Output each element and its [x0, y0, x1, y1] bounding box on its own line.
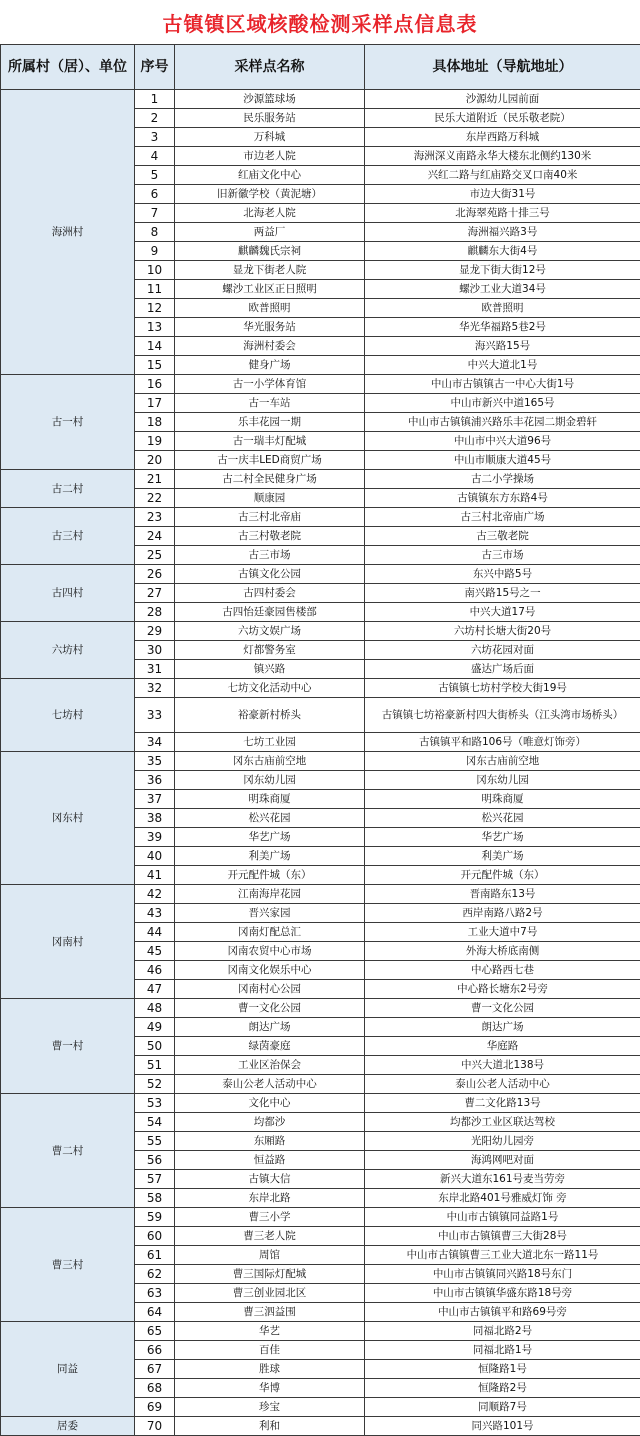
name-cell: 冈南农贸中心市场 [175, 942, 365, 961]
table-row [1, 679, 640, 698]
seq-cell: 46 [135, 961, 175, 980]
address-cell: 冈东幼儿园 [365, 771, 640, 790]
address-cell: 六坊花园对面 [365, 641, 640, 660]
name-cell: 万科城 [175, 128, 365, 147]
address-cell: 中山市古镇镇曹三工业大道北东一路11号 [365, 1246, 640, 1265]
village-cell: 古一村 [1, 375, 135, 470]
seq-cell: 18 [135, 413, 175, 432]
name-cell: 开元配件城（东） [175, 866, 365, 885]
address-cell: 新兴大道东161号麦当劳旁 [365, 1170, 640, 1189]
address-cell: 朗达广场 [365, 1018, 640, 1037]
address-cell: 华庭路 [365, 1037, 640, 1056]
address-cell: 中山市古镇镇曹三大街28号 [365, 1227, 640, 1246]
table-body [1, 90, 640, 1436]
seq-cell: 28 [135, 603, 175, 622]
address-cell: 外海大桥底南侧 [365, 942, 640, 961]
seq-cell: 45 [135, 942, 175, 961]
seq-cell: 57 [135, 1170, 175, 1189]
seq-cell: 27 [135, 584, 175, 603]
name-cell: 冈南文化娱乐中心 [175, 961, 365, 980]
name-cell: 冈南村心公园 [175, 980, 365, 999]
address-cell: 松兴花园 [365, 809, 640, 828]
village-cell: 海洲村 [1, 90, 135, 375]
village-cell: 古三村 [1, 508, 135, 565]
table-row [1, 752, 640, 771]
seq-cell: 24 [135, 527, 175, 546]
name-cell: 华艺广场 [175, 828, 365, 847]
address-cell: 晋南路东13号 [365, 885, 640, 904]
address-cell: 中心路长塘东2号旁 [365, 980, 640, 999]
name-cell: 周馆 [175, 1246, 365, 1265]
name-cell: 泰山公老人活动中心 [175, 1075, 365, 1094]
seq-cell: 33 [135, 698, 175, 733]
address-cell: 六坊村长塘大街20号 [365, 622, 640, 641]
address-cell: 古二小学操场 [365, 470, 640, 489]
seq-cell: 35 [135, 752, 175, 771]
name-cell: 北海老人院 [175, 204, 365, 223]
seq-cell: 4 [135, 147, 175, 166]
address-cell: 中山市古镇镇浦兴路乐丰花园二期金碧轩 [365, 413, 640, 432]
table-title: 古镇镇区域核酸检测采样点信息表 [0, 0, 640, 44]
seq-cell: 31 [135, 660, 175, 679]
name-cell: 曹三老人院 [175, 1227, 365, 1246]
table-row [1, 90, 640, 109]
name-cell: 曹三创业园北区 [175, 1284, 365, 1303]
address-cell: 海洲福兴路3号 [365, 223, 640, 242]
sampling-points-table [0, 44, 640, 1436]
name-cell: 镇兴路 [175, 660, 365, 679]
address-cell: 古三村北帝庙广场 [365, 508, 640, 527]
name-cell: 海洲村委会 [175, 337, 365, 356]
address-cell: 中山市古镇镇华盛东路18号旁 [365, 1284, 640, 1303]
address-cell: 中心路西七巷 [365, 961, 640, 980]
name-cell: 华博 [175, 1379, 365, 1398]
village-cell: 居委 [1, 1417, 135, 1436]
address-cell: 均都沙工业区联达驾校 [365, 1113, 640, 1132]
address-cell: 同顺路7号 [365, 1398, 640, 1417]
address-cell: 同福北路1号 [365, 1341, 640, 1360]
seq-cell: 60 [135, 1227, 175, 1246]
name-cell: 麒麟魏氏宗祠 [175, 242, 365, 261]
seq-cell: 69 [135, 1398, 175, 1417]
village-cell: 曹三村 [1, 1208, 135, 1322]
village-cell: 冈南村 [1, 885, 135, 999]
seq-cell: 70 [135, 1417, 175, 1436]
address-cell: 恒隆路1号 [365, 1360, 640, 1379]
address-cell: 中山市顺康大道45号 [365, 451, 640, 470]
address-cell: 泰山公老人活动中心 [365, 1075, 640, 1094]
name-cell: 华光服务站 [175, 318, 365, 337]
name-cell: 华艺 [175, 1322, 365, 1341]
address-cell: 光阳幼儿园旁 [365, 1132, 640, 1151]
seq-cell: 52 [135, 1075, 175, 1094]
name-cell: 裕豪新村桥头 [175, 698, 365, 733]
name-cell: 松兴花园 [175, 809, 365, 828]
address-cell: 中山市古镇镇平和路69号旁 [365, 1303, 640, 1322]
village-cell: 同益 [1, 1322, 135, 1417]
seq-cell: 65 [135, 1322, 175, 1341]
village-cell: 曹二村 [1, 1094, 135, 1208]
name-cell: 冈东古庙前空地 [175, 752, 365, 771]
name-cell: 灯都警务室 [175, 641, 365, 660]
seq-cell: 20 [135, 451, 175, 470]
address-cell: 中兴大道北1号 [365, 356, 640, 375]
name-cell: 利美广场 [175, 847, 365, 866]
seq-cell: 17 [135, 394, 175, 413]
seq-cell: 44 [135, 923, 175, 942]
name-cell: 曹一文化公园 [175, 999, 365, 1018]
seq-cell: 29 [135, 622, 175, 641]
name-cell: 民乐服务站 [175, 109, 365, 128]
name-cell: 珍宝 [175, 1398, 365, 1417]
address-cell: 螺沙工业大道34号 [365, 280, 640, 299]
name-cell: 文化中心 [175, 1094, 365, 1113]
seq-cell: 64 [135, 1303, 175, 1322]
address-cell: 同兴路101号 [365, 1417, 640, 1436]
seq-cell: 12 [135, 299, 175, 318]
name-cell: 乐丰花园一期 [175, 413, 365, 432]
seq-cell: 39 [135, 828, 175, 847]
seq-cell: 25 [135, 546, 175, 565]
address-cell: 古镇镇东方东路4号 [365, 489, 640, 508]
address-cell: 古镇镇七坊裕豪新村四大街桥头（江头湾市场桥头） [365, 698, 640, 733]
seq-cell: 62 [135, 1265, 175, 1284]
seq-cell: 61 [135, 1246, 175, 1265]
seq-cell: 43 [135, 904, 175, 923]
village-cell: 冈东村 [1, 752, 135, 885]
address-cell: 南兴路15号之一 [365, 584, 640, 603]
address-cell: 中兴大道北138号 [365, 1056, 640, 1075]
seq-cell: 30 [135, 641, 175, 660]
seq-cell: 36 [135, 771, 175, 790]
address-cell: 兴红二路与红庙路交叉口南40米 [365, 166, 640, 185]
seq-cell: 68 [135, 1379, 175, 1398]
address-cell: 欧普照明 [365, 299, 640, 318]
seq-cell: 66 [135, 1341, 175, 1360]
address-cell: 恒隆路2号 [365, 1379, 640, 1398]
name-cell: 古三市场 [175, 546, 365, 565]
seq-cell: 21 [135, 470, 175, 489]
address-cell: 古三市场 [365, 546, 640, 565]
address-cell: 海兴路15号 [365, 337, 640, 356]
seq-cell: 23 [135, 508, 175, 527]
name-cell: 古一瑞丰灯配城 [175, 432, 365, 451]
name-cell: 六坊文娱广场 [175, 622, 365, 641]
seq-cell: 3 [135, 128, 175, 147]
name-cell: 螺沙工业区正日照明 [175, 280, 365, 299]
name-cell: 曹三小学 [175, 1208, 365, 1227]
address-cell: 盛达广场后面 [365, 660, 640, 679]
seq-cell: 7 [135, 204, 175, 223]
address-cell: 海鸿网吧对面 [365, 1151, 640, 1170]
header-address: 具体地址（导航地址） [365, 45, 640, 90]
name-cell: 七坊工业园 [175, 733, 365, 752]
seq-cell: 42 [135, 885, 175, 904]
address-cell: 麒麟东大街4号 [365, 242, 640, 261]
seq-cell: 55 [135, 1132, 175, 1151]
header-seq: 序号 [135, 45, 175, 90]
name-cell: 古一小学体育馆 [175, 375, 365, 394]
seq-cell: 14 [135, 337, 175, 356]
seq-cell: 63 [135, 1284, 175, 1303]
address-cell: 东岸北路401号雅威灯饰 旁 [365, 1189, 640, 1208]
name-cell: 绿茵豪庭 [175, 1037, 365, 1056]
address-cell: 开元配件城（东） [365, 866, 640, 885]
seq-cell: 40 [135, 847, 175, 866]
name-cell: 古四怡廷豪园售楼部 [175, 603, 365, 622]
name-cell: 均都沙 [175, 1113, 365, 1132]
seq-cell: 54 [135, 1113, 175, 1132]
name-cell: 百佳 [175, 1341, 365, 1360]
seq-cell: 41 [135, 866, 175, 885]
address-cell: 华艺广场 [365, 828, 640, 847]
name-cell: 胜球 [175, 1360, 365, 1379]
seq-cell: 56 [135, 1151, 175, 1170]
address-cell: 西岸南路八路2号 [365, 904, 640, 923]
name-cell: 曹三泗益围 [175, 1303, 365, 1322]
seq-cell: 8 [135, 223, 175, 242]
seq-cell: 58 [135, 1189, 175, 1208]
address-cell: 中山市古镇镇同益路1号 [365, 1208, 640, 1227]
seq-cell: 1 [135, 90, 175, 109]
seq-cell: 67 [135, 1360, 175, 1379]
address-cell: 海洲深义南路永华大楼东北侧约130米 [365, 147, 640, 166]
seq-cell: 48 [135, 999, 175, 1018]
seq-cell: 6 [135, 185, 175, 204]
table-row [1, 622, 640, 641]
seq-cell: 16 [135, 375, 175, 394]
table-row [1, 1094, 640, 1113]
name-cell: 恒益路 [175, 1151, 365, 1170]
name-cell: 江南海岸花园 [175, 885, 365, 904]
name-cell: 东厢路 [175, 1132, 365, 1151]
village-cell: 七坊村 [1, 679, 135, 752]
address-cell: 东兴中路5号 [365, 565, 640, 584]
name-cell: 健身广场 [175, 356, 365, 375]
village-cell: 古二村 [1, 470, 135, 508]
name-cell: 欧普照明 [175, 299, 365, 318]
seq-cell: 11 [135, 280, 175, 299]
address-cell: 工业大道中7号 [365, 923, 640, 942]
address-cell: 曹一文化公园 [365, 999, 640, 1018]
address-cell: 古三敬老院 [365, 527, 640, 546]
table-row [1, 1417, 640, 1436]
header-row [1, 45, 640, 90]
seq-cell: 10 [135, 261, 175, 280]
address-cell: 同福北路2号 [365, 1322, 640, 1341]
address-cell: 中兴大道17号 [365, 603, 640, 622]
seq-cell: 37 [135, 790, 175, 809]
village-cell: 曹一村 [1, 999, 135, 1094]
address-cell: 中山市中兴大道96号 [365, 432, 640, 451]
address-cell: 古镇镇平和路106号（唯意灯饰旁） [365, 733, 640, 752]
village-cell: 六坊村 [1, 622, 135, 679]
name-cell: 显龙下街老人院 [175, 261, 365, 280]
name-cell: 顺康园 [175, 489, 365, 508]
name-cell: 古一庆丰LED商贸广场 [175, 451, 365, 470]
address-cell: 古镇镇七坊村学校大街19号 [365, 679, 640, 698]
address-cell: 市边大街31号 [365, 185, 640, 204]
name-cell: 古镇大信 [175, 1170, 365, 1189]
seq-cell: 5 [135, 166, 175, 185]
seq-cell: 2 [135, 109, 175, 128]
seq-cell: 32 [135, 679, 175, 698]
address-cell: 民乐大道附近（民乐敬老院） [365, 109, 640, 128]
seq-cell: 47 [135, 980, 175, 999]
village-cell: 古四村 [1, 565, 135, 622]
address-cell: 显龙下街大街12号 [365, 261, 640, 280]
name-cell: 古三村北帝庙 [175, 508, 365, 527]
name-cell: 古二村全民健身广场 [175, 470, 365, 489]
name-cell: 古四村委会 [175, 584, 365, 603]
address-cell: 明珠商厦 [365, 790, 640, 809]
table-row [1, 565, 640, 584]
name-cell: 旧新徽学校（黄泥塘） [175, 185, 365, 204]
table-row [1, 1322, 640, 1341]
seq-cell: 9 [135, 242, 175, 261]
address-cell: 曹二文化路13号 [365, 1094, 640, 1113]
name-cell: 古三村敬老院 [175, 527, 365, 546]
header-village: 所属村（居）、单位 [1, 45, 135, 90]
name-cell: 冈东幼儿园 [175, 771, 365, 790]
table-row [1, 470, 640, 489]
seq-cell: 38 [135, 809, 175, 828]
address-cell: 沙源幼儿园前面 [365, 90, 640, 109]
seq-cell: 22 [135, 489, 175, 508]
name-cell: 市边老人院 [175, 147, 365, 166]
name-cell: 利和 [175, 1417, 365, 1436]
name-cell: 东岸北路 [175, 1189, 365, 1208]
table-row [1, 508, 640, 527]
address-cell: 利美广场 [365, 847, 640, 866]
seq-cell: 26 [135, 565, 175, 584]
name-cell: 红庙文化中心 [175, 166, 365, 185]
name-cell: 晋兴家园 [175, 904, 365, 923]
name-cell: 冈南灯配总汇 [175, 923, 365, 942]
address-cell: 冈东古庙前空地 [365, 752, 640, 771]
name-cell: 沙源篮球场 [175, 90, 365, 109]
table-row [1, 999, 640, 1018]
name-cell: 古一车站 [175, 394, 365, 413]
seq-cell: 49 [135, 1018, 175, 1037]
name-cell: 明珠商厦 [175, 790, 365, 809]
header-name: 采样点名称 [175, 45, 365, 90]
name-cell: 古镇文化公园 [175, 565, 365, 584]
name-cell: 两益厂 [175, 223, 365, 242]
name-cell: 七坊文化活动中心 [175, 679, 365, 698]
seq-cell: 19 [135, 432, 175, 451]
seq-cell: 50 [135, 1037, 175, 1056]
table-row [1, 1208, 640, 1227]
table-row [1, 885, 640, 904]
seq-cell: 13 [135, 318, 175, 337]
seq-cell: 34 [135, 733, 175, 752]
address-cell: 东岸西路万科城 [365, 128, 640, 147]
seq-cell: 53 [135, 1094, 175, 1113]
address-cell: 北海翠苑路十排三号 [365, 204, 640, 223]
seq-cell: 15 [135, 356, 175, 375]
address-cell: 中山市新兴中道165号 [365, 394, 640, 413]
name-cell: 工业区治保会 [175, 1056, 365, 1075]
address-cell: 中山市古镇镇古一中心大街1号 [365, 375, 640, 394]
name-cell: 曹三国际灯配城 [175, 1265, 365, 1284]
name-cell: 朗达广场 [175, 1018, 365, 1037]
address-cell: 中山市古镇镇同兴路18号东门 [365, 1265, 640, 1284]
table-row [1, 375, 640, 394]
address-cell: 华光华福路5巷2号 [365, 318, 640, 337]
seq-cell: 59 [135, 1208, 175, 1227]
seq-cell: 51 [135, 1056, 175, 1075]
